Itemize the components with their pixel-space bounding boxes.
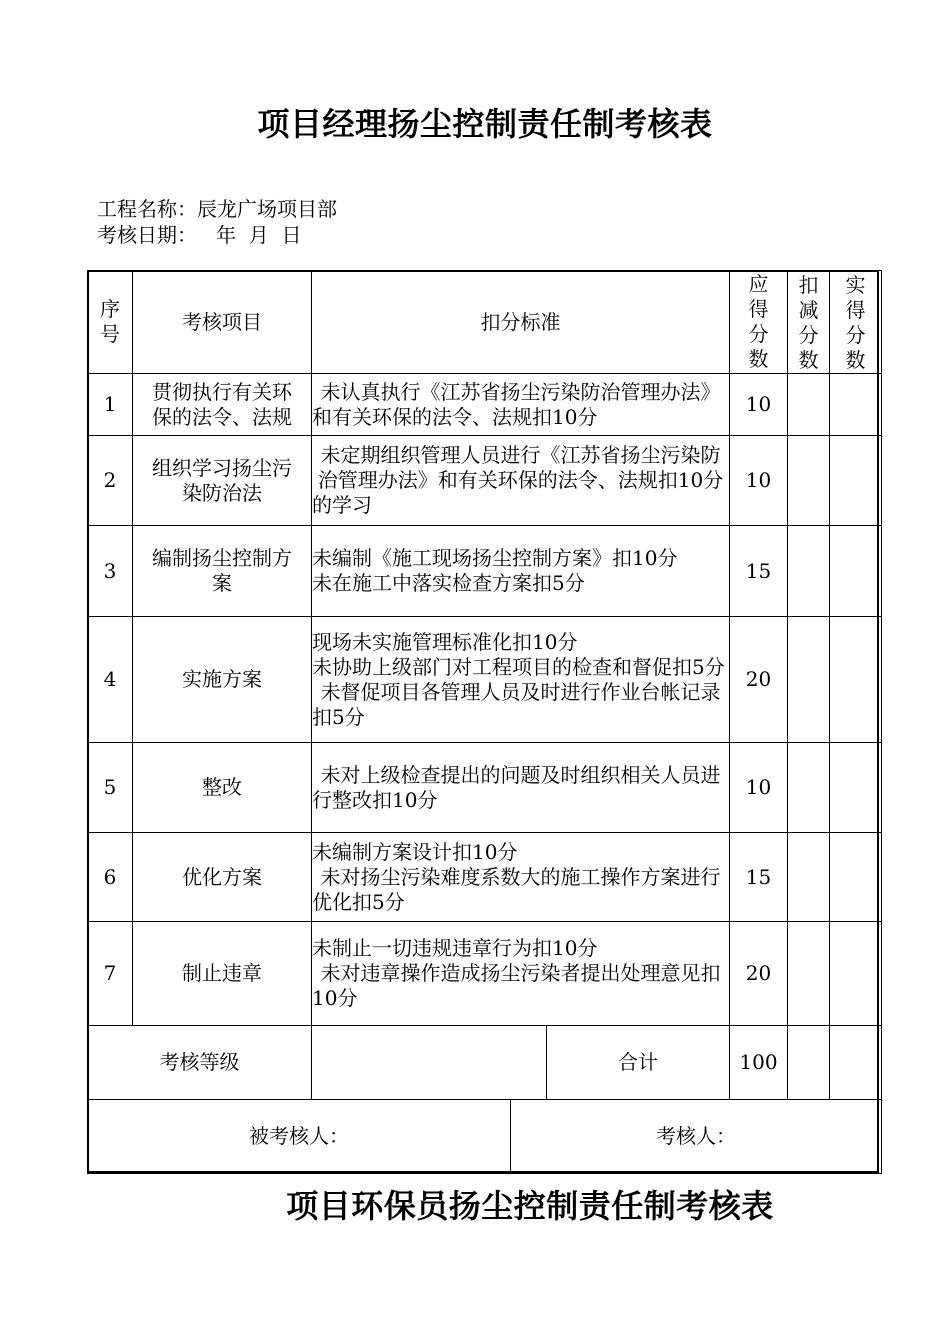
row-criteria: 现场未实施管理标准化扣10分 未协助上级部门对工程项目的检查和督促扣5分 未督促项目各管理人员及时进行作业台帐记录扣5分	[312, 617, 730, 743]
row-due-score: 10	[730, 374, 788, 436]
row-criteria: 未对上级检查提出的问题及时组织相关人员进行整改扣10分	[312, 743, 730, 833]
row-criteria: 未编制《施工现场扬尘控制方案》扣10分 未在施工中落实检查方案扣5分	[312, 526, 730, 617]
row-criteria: 未制止一切违规违章行为扣10分 未对违章操作造成扬尘污染者提出处理意见扣10分	[312, 922, 730, 1026]
assessee-label: 被考核人：	[88, 1100, 511, 1174]
row-item: 整改	[133, 743, 312, 833]
second-title: 项目环保员扬尘控制责任制考核表	[286, 1187, 774, 1225]
row-due-score: 10	[730, 743, 788, 833]
total-label: 合计	[547, 1026, 730, 1100]
row-criteria: 未认真执行《江苏省扬尘污染防治管理办法》和有关环保的法令、法规扣10分	[312, 374, 730, 436]
row-criteria: 未定期组织管理人员进行《江苏省扬尘污染防治管理办法》和有关环保的法令、法规扣10分的学习	[312, 436, 730, 526]
header-actual-score: 实 得 分 数	[830, 271, 882, 374]
row-number: 2	[88, 436, 133, 526]
row-item: 优化方案	[133, 833, 312, 922]
row-item: 实施方案	[133, 617, 312, 743]
row-item: 组织学习扬尘污 染防治法	[133, 436, 312, 526]
row-criteria: 未编制方案设计扣10分 未对扬尘污染难度系数大的施工操作方案进行优化扣5分	[312, 833, 730, 922]
row-due-score: 15	[730, 526, 788, 617]
header-deduct-score: 扣 减 分 数	[788, 271, 830, 374]
header-item: 考核项目	[133, 271, 312, 374]
row-due-score: 20	[730, 922, 788, 1026]
row-number: 3	[88, 526, 133, 617]
assessment-date: 考核日期： 年 月 日	[97, 223, 302, 247]
row-due-score: 20	[730, 617, 788, 743]
header-seq: 序 号	[88, 271, 133, 374]
row-due-score: 15	[730, 833, 788, 922]
total-value: 100	[730, 1026, 788, 1100]
header-criteria: 扣分标准	[312, 271, 730, 374]
header-due-score: 应 得 分 数	[730, 271, 788, 374]
grade-label: 考核等级	[88, 1026, 312, 1100]
table-outer-border	[87, 270, 879, 1173]
row-number: 1	[88, 374, 133, 436]
row-number: 5	[88, 743, 133, 833]
row-item: 编制扬尘控制方 案	[133, 526, 312, 617]
row-number: 4	[88, 617, 133, 743]
project-name: 工程名称：辰龙广场项目部	[97, 197, 337, 221]
row-item: 贯彻执行有关环 保的法令、法规	[133, 374, 312, 436]
row-due-score: 10	[730, 436, 788, 526]
page-title: 项目经理扬尘控制责任制考核表	[257, 105, 713, 143]
row-number: 6	[88, 833, 133, 922]
row-item: 制止违章	[133, 922, 312, 1026]
row-number: 7	[88, 922, 133, 1026]
assessor-label: 考核人：	[511, 1100, 882, 1174]
